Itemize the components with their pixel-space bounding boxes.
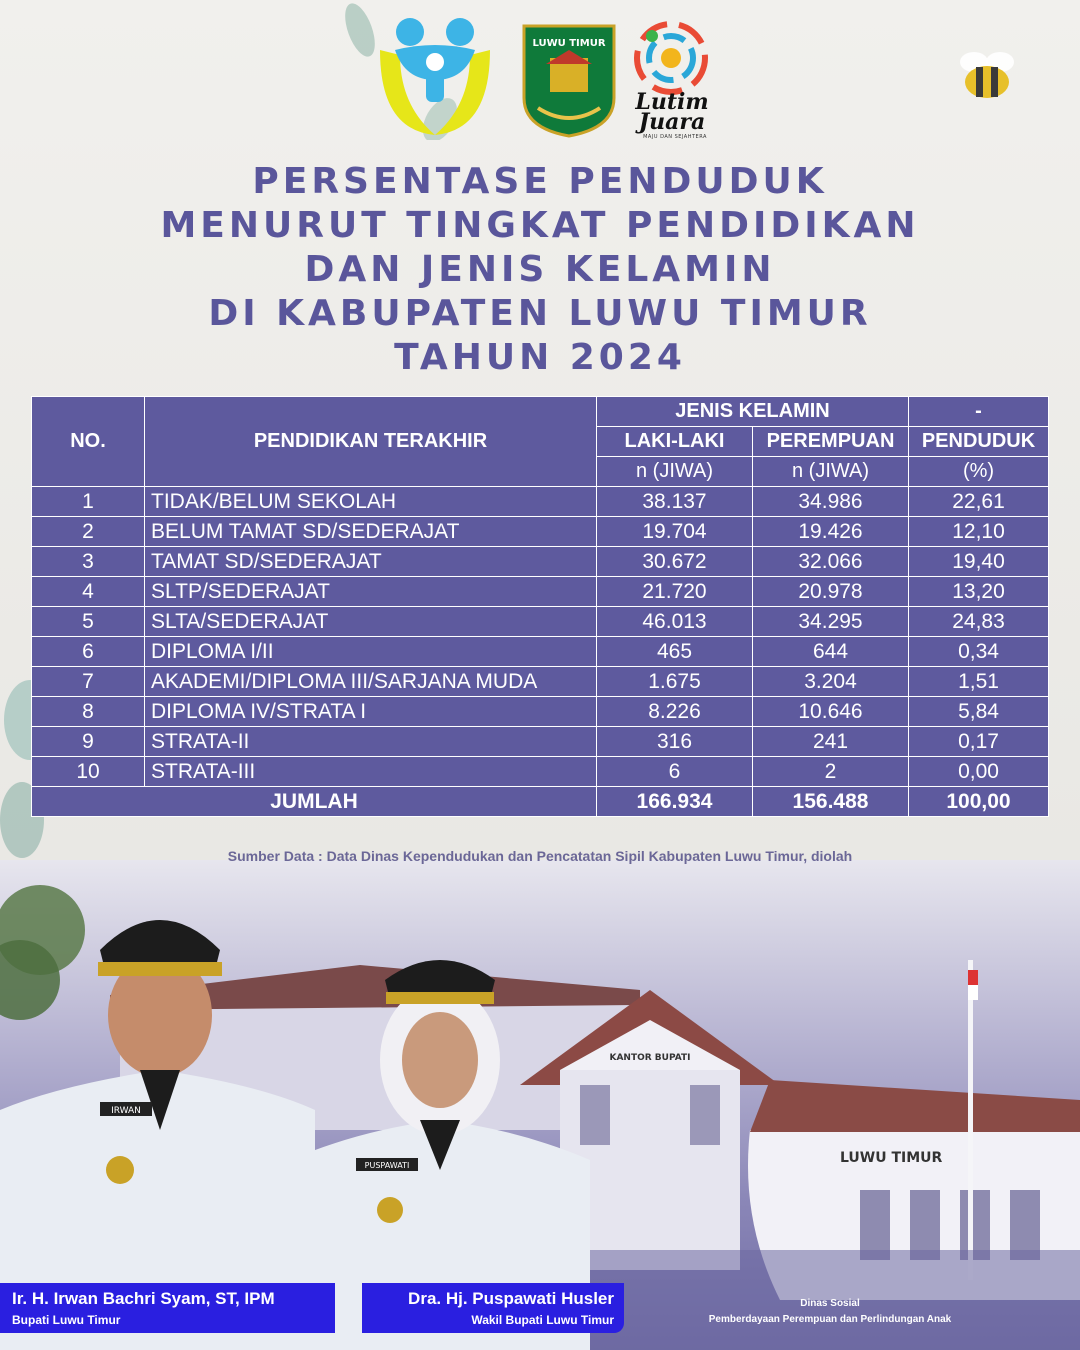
title-line-5: TAHUN 2024 <box>394 337 686 378</box>
cell-persen: 12,10 <box>909 517 1049 547</box>
total-persen: 100,00 <box>909 787 1049 817</box>
cell-pendidikan: DIPLOMA I/II <box>145 637 597 667</box>
cell-persen: 22,61 <box>909 487 1049 517</box>
header-penduduk: PENDUDUK <box>909 427 1049 457</box>
dinas-footer <box>660 1296 1000 1328</box>
cell-persen: 1,51 <box>909 667 1049 697</box>
table-row <box>32 577 1049 607</box>
cell-laki: 38.137 <box>597 487 753 517</box>
cell-pendidikan: SLTP/SEDERAJAT <box>145 577 597 607</box>
table-row <box>32 697 1049 727</box>
cell-no: 2 <box>32 517 145 547</box>
cell-pendidikan: DIPLOMA IV/STRATA I <box>145 697 597 727</box>
cell-perempuan: 34.986 <box>753 487 909 517</box>
cell-persen: 24,83 <box>909 607 1049 637</box>
cell-no: 10 <box>32 757 145 787</box>
cell-laki: 8.226 <box>597 697 753 727</box>
header-pendidikan: PENDIDIKAN TERAKHIR <box>145 397 597 487</box>
badge-right-text: PUSPAWATI <box>364 1161 410 1170</box>
cell-perempuan: 2 <box>753 757 909 787</box>
title-line-1: PERSENTASE PENDUDUK <box>252 161 828 202</box>
cell-pendidikan: AKADEMI/DIPLOMA III/SARJANA MUDA <box>145 667 597 697</box>
scene-illustration <box>0 870 1080 1350</box>
cell-perempuan: 20.978 <box>753 577 909 607</box>
cell-no: 7 <box>32 667 145 697</box>
cell-no: 5 <box>32 607 145 637</box>
cell-pendidikan: BELUM TAMAT SD/SEDERAJAT <box>145 517 597 547</box>
header-jenis-kelamin: JENIS KELAMIN <box>597 397 909 427</box>
table-row <box>32 637 1049 667</box>
total-perempuan: 156.488 <box>753 787 909 817</box>
lutim-juara-wordmark: Lutim Juara <box>635 89 709 135</box>
building-name-text: LUWU TIMUR <box>840 1150 943 1166</box>
education-table <box>31 396 1049 817</box>
title-line-3: DAN JENIS KELAMIN <box>304 249 776 290</box>
cell-pendidikan: STRATA-III <box>145 757 597 787</box>
title-line-4: DI KABUPATEN LUWU TIMUR <box>208 293 872 334</box>
official-right-plate <box>362 1283 624 1333</box>
header-n-jiwa-perempuan: n (JIWA) <box>753 457 909 487</box>
official-left-role: Bupati Luwu Timur <box>12 1313 121 1327</box>
header-n-jiwa-laki: n (JIWA) <box>597 457 753 487</box>
cell-laki: 1.675 <box>597 667 753 697</box>
source-note: Sumber Data : Data Dinas Kependudukan dan Pencatatan Sipil Kabupaten Luwu Timur, diolah <box>227 848 853 864</box>
table-row <box>32 547 1049 577</box>
cell-no: 4 <box>32 577 145 607</box>
cell-no: 3 <box>32 547 145 577</box>
header-perempuan: PEREMPUAN <box>753 427 909 457</box>
luwu-timur-crest <box>520 18 618 138</box>
official-right-role: Wakil Bupati Luwu Timur <box>471 1313 614 1327</box>
cell-perempuan: 241 <box>753 727 909 757</box>
cell-persen: 0,00 <box>909 757 1049 787</box>
cell-perempuan: 3.204 <box>753 667 909 697</box>
title-line-2: MENURUT TINGKAT PENDIDIKAN <box>160 205 920 246</box>
cell-persen: 0,17 <box>909 727 1049 757</box>
cell-no: 8 <box>32 697 145 727</box>
page-title <box>40 160 1040 380</box>
lutim-juara-tagline: MAJU DAN SEJAHTERA <box>643 134 707 140</box>
cell-perempuan: 19.426 <box>753 517 909 547</box>
cell-laki: 46.013 <box>597 607 753 637</box>
table-row <box>32 607 1049 637</box>
table-total-row <box>32 787 1049 817</box>
cell-persen: 19,40 <box>909 547 1049 577</box>
dinas-line-1: Dinas Sosial <box>800 1298 860 1309</box>
cell-laki: 316 <box>597 727 753 757</box>
bee-icon <box>952 48 1022 108</box>
total-label: JUMLAH <box>32 787 597 817</box>
official-left-plate <box>0 1283 335 1333</box>
kemenpppa-logo <box>370 10 500 140</box>
header-laki: LAKI-LAKI <box>597 427 753 457</box>
cell-laki: 465 <box>597 637 753 667</box>
cell-pendidikan: SLTA/SEDERAJAT <box>145 607 597 637</box>
table-row <box>32 757 1049 787</box>
badge-left-text: IRWAN <box>111 1106 141 1116</box>
table-row <box>32 517 1049 547</box>
cell-no: 6 <box>32 637 145 667</box>
cell-perempuan: 34.295 <box>753 607 909 637</box>
total-laki: 166.934 <box>597 787 753 817</box>
cell-persen: 5,84 <box>909 697 1049 727</box>
cell-perempuan: 10.646 <box>753 697 909 727</box>
table-row <box>32 487 1049 517</box>
cell-pendidikan: TAMAT SD/SEDERAJAT <box>145 547 597 577</box>
cell-persen: 13,20 <box>909 577 1049 607</box>
table-row <box>32 727 1049 757</box>
cell-persen: 0,34 <box>909 637 1049 667</box>
cell-no: 1 <box>32 487 145 517</box>
official-right-name: Dra. Hj. Puspawati Husler <box>408 1289 614 1308</box>
header-dash: - <box>909 397 1049 427</box>
cell-pendidikan: STRATA-II <box>145 727 597 757</box>
header-persen: (%) <box>909 457 1049 487</box>
building-sign-text: KANTOR BUPATI <box>609 1053 691 1063</box>
cell-perempuan: 32.066 <box>753 547 909 577</box>
table-row <box>32 667 1049 697</box>
cell-pendidikan: TIDAK/BELUM SEKOLAH <box>145 487 597 517</box>
cell-laki: 6 <box>597 757 753 787</box>
cell-laki: 30.672 <box>597 547 753 577</box>
header-no: NO. <box>32 397 145 487</box>
cell-no: 9 <box>32 727 145 757</box>
official-left-name: Ir. H. Irwan Bachri Syam, ST, IPM <box>12 1289 275 1308</box>
luwu-timur-crest-label: LUWU TIMUR <box>532 38 606 49</box>
cell-perempuan: 644 <box>753 637 909 667</box>
dinas-line-2: Pemberdayaan Perempuan dan Perlindungan Anak <box>708 1314 952 1325</box>
cell-laki: 21.720 <box>597 577 753 607</box>
cell-laki: 19.704 <box>597 517 753 547</box>
